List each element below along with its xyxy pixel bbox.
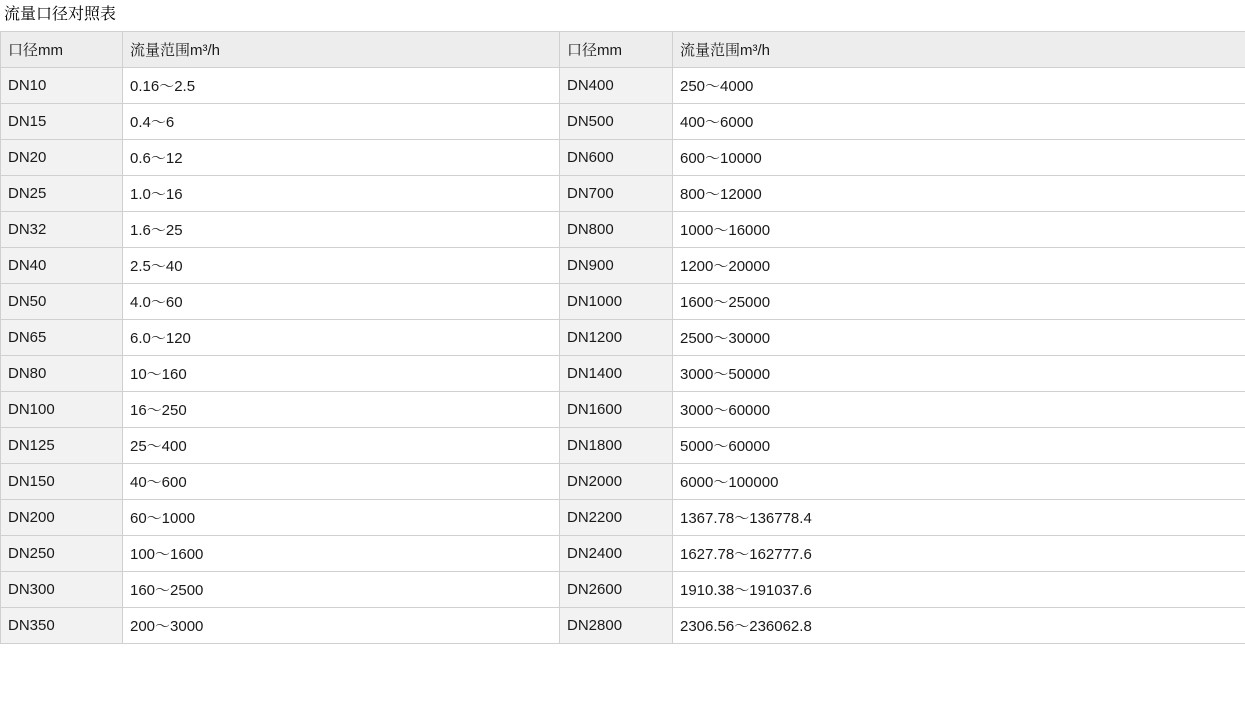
cell-flowrange-right: 6000～100000 [673, 464, 1245, 500]
column-header-flowrange-left: 流量范围m³/h [123, 32, 560, 68]
cell-diameter-right: DN2400 [560, 536, 673, 572]
cell-flowrange-right: 1600～25000 [673, 284, 1245, 320]
cell-diameter-right: DN1800 [560, 428, 673, 464]
table-row [1, 500, 1245, 536]
cell-diameter-right: DN1600 [560, 392, 673, 428]
cell-diameter-right: DN1400 [560, 356, 673, 392]
cell-diameter-right: DN600 [560, 140, 673, 176]
table-row [1, 212, 1245, 248]
cell-flowrange-right: 1910.38～191037.6 [673, 572, 1245, 608]
cell-diameter-right: DN500 [560, 104, 673, 140]
cell-diameter-left: DN300 [1, 572, 123, 608]
cell-diameter-right: DN800 [560, 212, 673, 248]
table-row [1, 356, 1245, 392]
cell-diameter-right: DN900 [560, 248, 673, 284]
table-row [1, 176, 1245, 212]
cell-diameter-right: DN2000 [560, 464, 673, 500]
cell-flowrange-left: 0.4～6 [123, 104, 560, 140]
cell-diameter-left: DN20 [1, 140, 123, 176]
cell-flowrange-right: 2500～30000 [673, 320, 1245, 356]
cell-diameter-left: DN15 [1, 104, 123, 140]
cell-flowrange-left: 1.6～25 [123, 212, 560, 248]
cell-diameter-right: DN1200 [560, 320, 673, 356]
cell-flowrange-left: 0.6～12 [123, 140, 560, 176]
cell-diameter-left: DN125 [1, 428, 123, 464]
cell-flowrange-left: 200～3000 [123, 608, 560, 644]
cell-diameter-left: DN65 [1, 320, 123, 356]
table-row [1, 572, 1245, 608]
cell-diameter-right: DN2600 [560, 572, 673, 608]
cell-diameter-left: DN250 [1, 536, 123, 572]
cell-diameter-right: DN700 [560, 176, 673, 212]
cell-flowrange-left: 160～2500 [123, 572, 560, 608]
cell-flowrange-left: 40～600 [123, 464, 560, 500]
cell-diameter-right: DN2200 [560, 500, 673, 536]
cell-flowrange-right: 3000～60000 [673, 392, 1245, 428]
cell-flowrange-left: 4.0～60 [123, 284, 560, 320]
cell-diameter-left: DN100 [1, 392, 123, 428]
table-row [1, 248, 1245, 284]
table-header [1, 32, 1245, 68]
table-row [1, 284, 1245, 320]
cell-flowrange-right: 600～10000 [673, 140, 1245, 176]
cell-flowrange-left: 2.5～40 [123, 248, 560, 284]
cell-flowrange-left: 100～1600 [123, 536, 560, 572]
cell-diameter-left: DN10 [1, 68, 123, 104]
cell-flowrange-left: 1.0～16 [123, 176, 560, 212]
cell-flowrange-right: 1627.78～162777.6 [673, 536, 1245, 572]
cell-diameter-left: DN200 [1, 500, 123, 536]
table-row [1, 464, 1245, 500]
cell-flowrange-right: 1000～16000 [673, 212, 1245, 248]
flow-diameter-table [0, 31, 1245, 644]
cell-diameter-left: DN25 [1, 176, 123, 212]
table-row [1, 608, 1245, 644]
table-row [1, 320, 1245, 356]
cell-flowrange-right: 2306.56～236062.8 [673, 608, 1245, 644]
table-row [1, 104, 1245, 140]
cell-flowrange-left: 16～250 [123, 392, 560, 428]
page-title: 流量口径对照表 [4, 6, 117, 23]
cell-flowrange-left: 60～1000 [123, 500, 560, 536]
column-header-flowrange-right: 流量范围m³/h [673, 32, 1245, 68]
cell-diameter-left: DN150 [1, 464, 123, 500]
table-row [1, 140, 1245, 176]
cell-flowrange-right: 1367.78～136778.4 [673, 500, 1245, 536]
table-header-row [1, 32, 1245, 68]
column-header-diameter-right: 口径mm [560, 32, 673, 68]
cell-flowrange-left: 6.0～120 [123, 320, 560, 356]
table-body [1, 68, 1245, 644]
cell-diameter-left: DN50 [1, 284, 123, 320]
cell-flowrange-right: 1200～20000 [673, 248, 1245, 284]
cell-flowrange-right: 5000～60000 [673, 428, 1245, 464]
cell-flowrange-left: 25～400 [123, 428, 560, 464]
cell-flowrange-right: 400～6000 [673, 104, 1245, 140]
cell-diameter-right: DN1000 [560, 284, 673, 320]
column-header-diameter-left: 口径mm [1, 32, 123, 68]
cell-flowrange-left: 0.16～2.5 [123, 68, 560, 104]
table-row [1, 428, 1245, 464]
cell-flowrange-right: 3000～50000 [673, 356, 1245, 392]
cell-diameter-left: DN32 [1, 212, 123, 248]
cell-flowrange-right: 250～4000 [673, 68, 1245, 104]
cell-flowrange-right: 800～12000 [673, 176, 1245, 212]
cell-diameter-right: DN400 [560, 68, 673, 104]
table-row [1, 536, 1245, 572]
cell-diameter-left: DN40 [1, 248, 123, 284]
table-row [1, 68, 1245, 104]
cell-diameter-right: DN2800 [560, 608, 673, 644]
cell-flowrange-left: 10～160 [123, 356, 560, 392]
table-row [1, 392, 1245, 428]
cell-diameter-left: DN80 [1, 356, 123, 392]
cell-diameter-left: DN350 [1, 608, 123, 644]
